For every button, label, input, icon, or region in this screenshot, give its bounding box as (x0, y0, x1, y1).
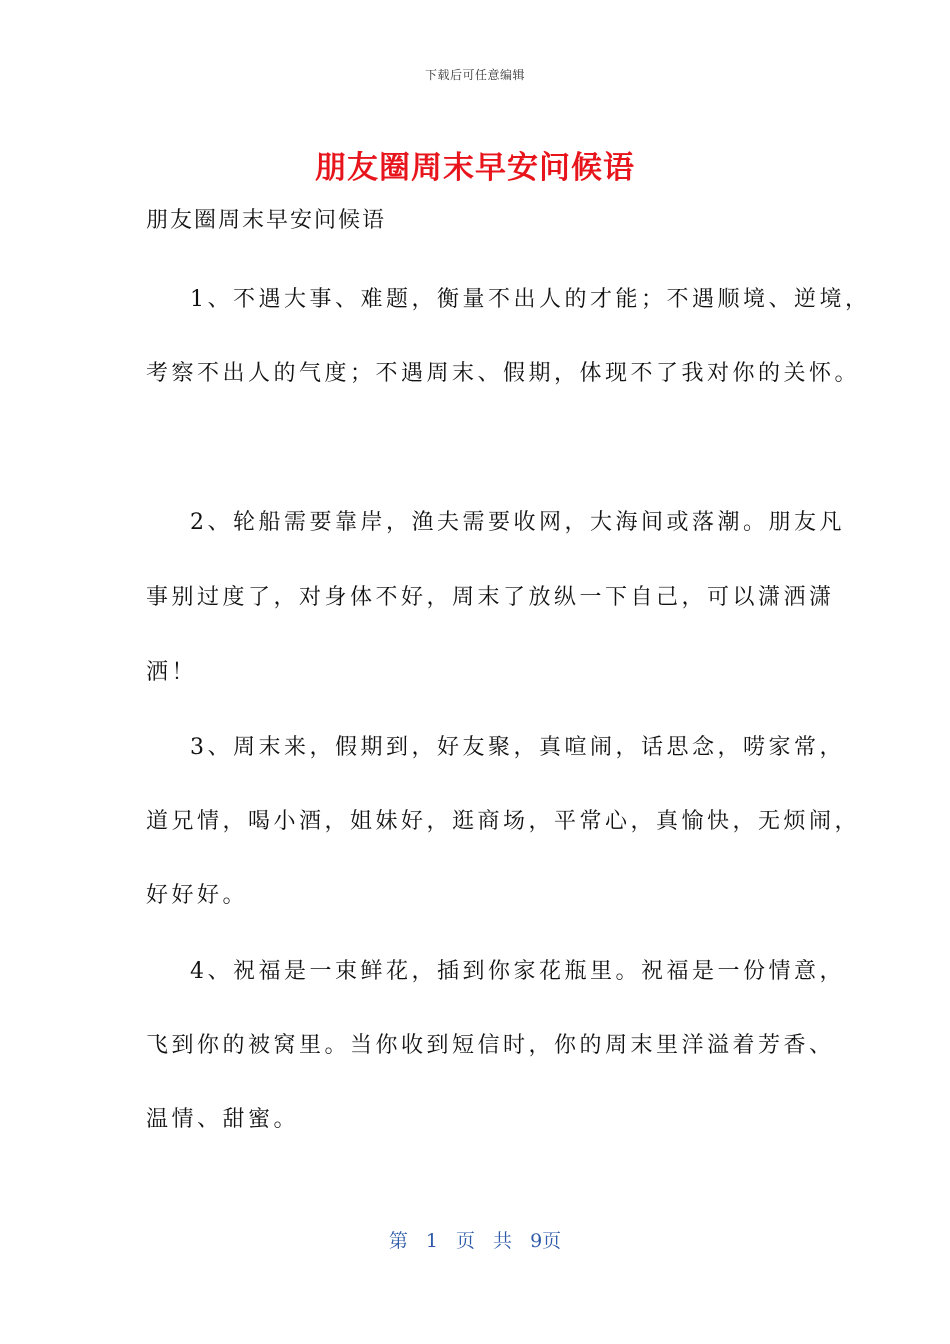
paragraph-2-line-1: 2、轮船需要靠岸，渔夫需要收网，大海间或落潮。朋友凡 (190, 510, 845, 535)
paragraph-1-line-1: 1、不遇大事、难题，衡量不出人的才能；不遇顺境、逆境， (190, 287, 871, 312)
document-title: 朋友圈周末早安问候语 (315, 150, 635, 186)
paragraph-2-line-3: 洒！ (146, 660, 198, 685)
paragraph-4-line-3: 温情、甜蜜。 (146, 1107, 300, 1132)
page-footer: 第 1 页 共 9页 (388, 1230, 562, 1252)
paragraph-4-line-2: 飞到你的被窝里。当你收到短信时，你的周末里洋溢着芳香、 (146, 1033, 835, 1058)
paragraph-1-line-2: 考察不出人的气度；不遇周末、假期，体现不了我对你的关怀。 (146, 361, 861, 386)
paragraph-2-line-2: 事别过度了，对身体不好，周末了放纵一下自己，可以潇洒潇 (146, 585, 835, 610)
paragraph-3-line-3: 好好好。 (146, 883, 249, 908)
paragraph-4-line-1: 4、祝福是一束鲜花，插到你家花瓶里。祝福是一份情意， (190, 959, 845, 984)
paragraph-3-line-2: 道兄情，喝小酒，姐妹好，逛商场，平常心，真愉快，无烦闹， (146, 809, 861, 834)
header-note: 下载后可任意编辑 (424, 68, 525, 82)
paragraph-3-line-1: 3、周末来，假期到，好友聚，真喧闹，话思念，唠家常， (190, 735, 845, 760)
document-subtitle: 朋友圈周末早安问候语 (146, 208, 387, 233)
